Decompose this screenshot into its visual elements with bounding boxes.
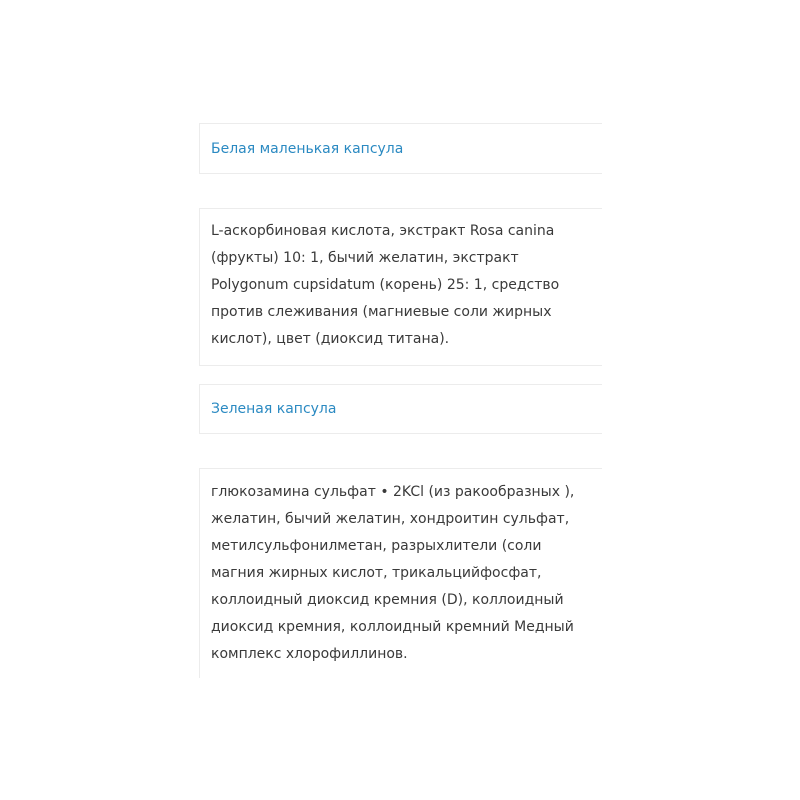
spacer (199, 434, 602, 468)
spacer (199, 174, 602, 208)
product-composition (199, 123, 602, 678)
ingredients-text: глюкозамина сульфат • 2KCl (из ракообразных ), желатин, бычий желатин, хондроитин сульфат, метилсульфонилметан, разрыхлители (соли магния жирных кислот, трикальцийфосфат, коллоидный диоксид кремния (D), коллоидный диоксид кремния, коллоидный кремний Медный комплекс хлорофиллинов. (211, 484, 575, 662)
section-header-white-capsule[interactable] (199, 123, 602, 174)
section-body-white-capsule (199, 208, 602, 366)
section-header-green-capsule[interactable] (199, 384, 602, 434)
ingredients-text: L-аскорбиновая кислота, экстракт Rosa canina (фрукты) 10: 1, бычий желатин, экстракт Polygonum cupsidatum (корень) 25: 1, средство против слеживания (магниевые соли жирных кислот), цвет (диоксид титана). (211, 223, 560, 347)
section-body-green-capsule (199, 468, 602, 678)
section-title: Белая маленькая капсула (211, 140, 404, 157)
spacer (199, 366, 602, 384)
section-title: Зеленая капсула (211, 401, 337, 417)
